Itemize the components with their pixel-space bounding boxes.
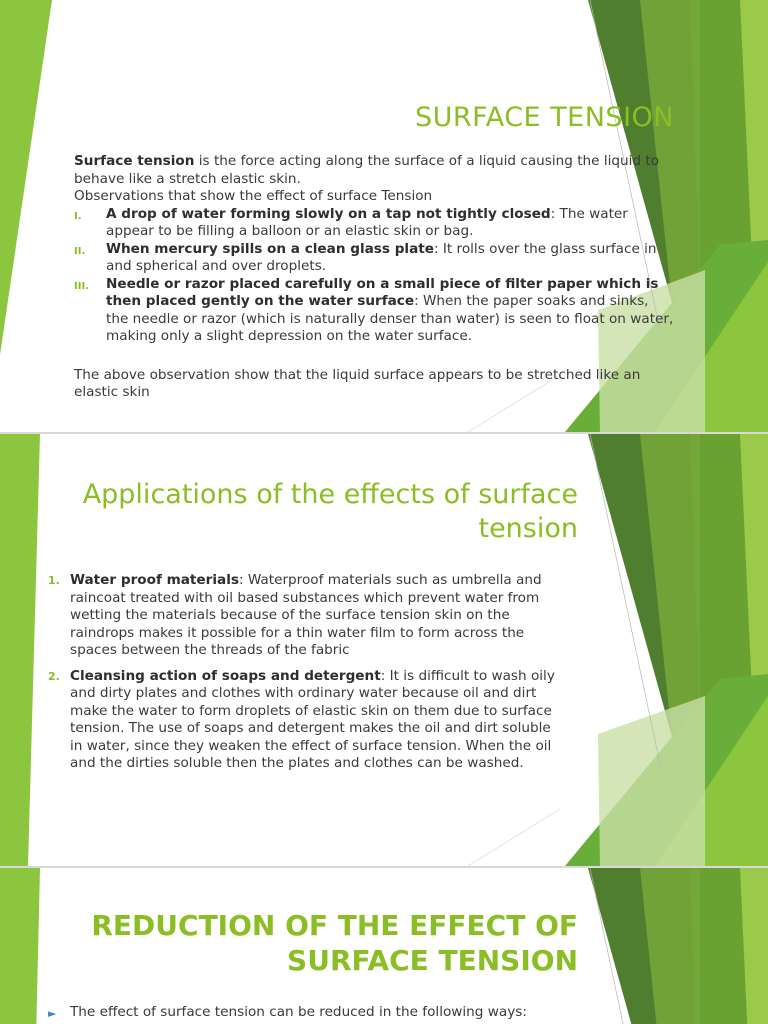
roman-numeral-marker: III. — [74, 280, 89, 292]
list-item — [48, 572, 563, 660]
item-text: : Waterproof materials such as umbrella and raincoat treated with oil based substances which prevent water from wetting the materials because of the surface tension skin on the raindrops makes it possible for a thin water film to form across the spaces between the threads of the fabric — [70, 572, 542, 658]
slide-body — [48, 572, 563, 781]
observations-intro: Observations that show the effect of surface Tension — [74, 188, 433, 204]
arrow-bullet-icon: ► — [48, 1007, 57, 1020]
item-text: : The water appear to be filling a balloon or an elastic skin or bag. — [106, 205, 628, 239]
item-heading: Needle or razor placed carefully on a small piece of filter paper which is then placed gently on the water surface — [106, 275, 659, 309]
number-marker: 2. — [48, 669, 60, 683]
definition-text: is the force acting along the surface of a liquid causing the liquid to behave like a stretch elastic skin. — [74, 153, 660, 187]
list-item — [74, 276, 674, 346]
slide-reduction — [0, 868, 768, 1024]
slide-title: Applications of the effects of surface tension — [82, 479, 578, 544]
definition-paragraph — [74, 153, 674, 188]
item-heading: A drop of water forming slowly on a tap not tightly closed — [106, 205, 551, 222]
slide-body — [74, 153, 674, 402]
number-marker: 1. — [48, 574, 60, 587]
slide-applications — [0, 434, 768, 866]
list-item — [74, 241, 674, 276]
slide-title: SURFACE TENSION — [414, 102, 674, 133]
item-text: : It rolls over the glass surface in and spherical and over droplets. — [106, 240, 657, 274]
item-heading: Water proof materials — [70, 572, 239, 588]
slide-surface-tension — [0, 0, 768, 432]
roman-numeral-marker: II. — [74, 245, 86, 257]
item-heading: Cleansing action of soaps and detergent — [70, 667, 381, 684]
bullet-text: The effect of surface tension can be reduced in the following ways: — [70, 1004, 527, 1020]
slide-body — [48, 1004, 568, 1022]
list-item — [74, 206, 674, 241]
observations-list — [74, 206, 674, 346]
term-surface-tension: Surface tension — [74, 153, 195, 169]
slide-title: REDUCTION OF THE EFFECT OF SURFACE TENSION — [91, 909, 578, 977]
item-heading: When mercury spills on a clean glass plate — [106, 240, 434, 257]
roman-numeral-marker: I. — [74, 210, 82, 222]
item-text: : It is difficult to wash oily and dirty plates and clothes with ordinary water because oil and dirt make the water to form droplets of elastic skin on them due to surface tension. The use of soaps and detergent makes the oil and dirt soluble in water, since they weaken the effect of surface tension. When the oil and the dirties soluble then the plates and clothes can be washed. — [70, 667, 555, 771]
bullet-point — [48, 1004, 568, 1022]
list-item — [48, 668, 563, 773]
conclusion-paragraph: The above observation show that the liquid surface appears to be stretched like an elastic skin — [74, 366, 641, 400]
item-text: : When the paper soaks and sinks, the needle or razor (which is naturally denser than water) is seen to float on water, making only a slight depression on the water surface. — [106, 293, 674, 344]
applications-list — [48, 572, 563, 773]
